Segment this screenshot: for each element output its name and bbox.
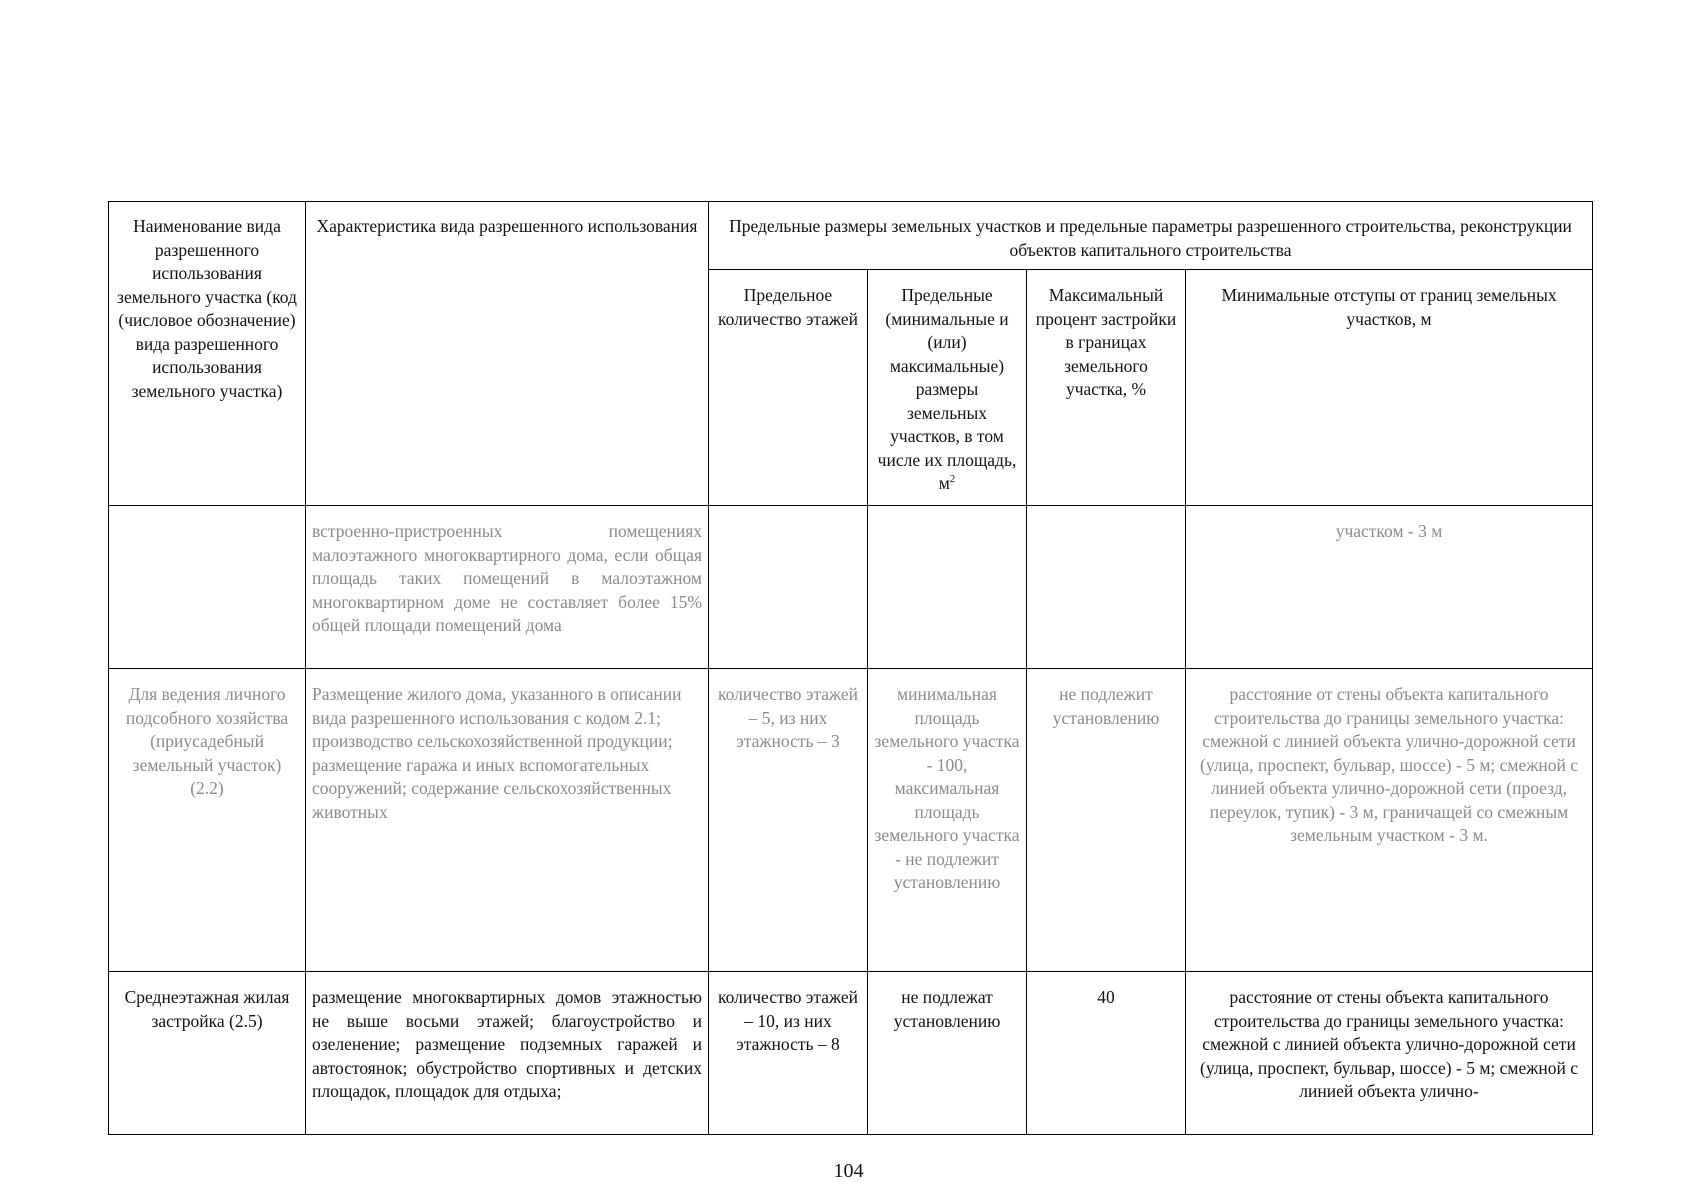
- cell-area: минимальная площадь земельного участка - 100, максимальная площадь земельного участка - не подлежит установлению: [868, 669, 1027, 972]
- cell-setbacks: расстояние от стены объекта капитального строительства до границы земельного участка: смежной с линией объекта улично-дорожной сети (улица, проспект, бульвар, шоссе) - 5 м; смежной с линией объекта улично-: [1186, 972, 1593, 1135]
- cell-description: встроенно-пристроенных помещениях малоэтажного многоквартирного дома, если общая площадь таких помещений в малоэтажном многоквартирном доме не составляет более 15% общей площади помещений дома: [306, 506, 709, 669]
- cell-name: Для ведения личного подсобного хозяйства (приусадебный земельный участок) (2.2): [109, 669, 306, 972]
- header-sub-percent: Максимальный процент застройки в границах земельного участка, %: [1027, 270, 1186, 506]
- header-sub-floors: Предельное количество этажей: [709, 270, 868, 506]
- header-col-name: Наименование вида разрешенного использования земельного участка (код (числовое обозначение) вида разрешенного использования земельного участка): [109, 202, 306, 506]
- table-row: [109, 972, 1593, 1135]
- regulations-table-container: [108, 201, 1593, 1135]
- cell-area: не подлежат установлению: [868, 972, 1027, 1135]
- cell-floors: количество этажей – 5, из них этажность – 3: [709, 669, 868, 972]
- header-sub-area-text: Предельные (минимальные и (или) максимальные) размеры земельных участков, в том числе их площадь, м: [877, 285, 1017, 493]
- cell-area: [868, 506, 1027, 669]
- cell-percent: [1027, 506, 1186, 669]
- header-sub-area: [868, 270, 1027, 506]
- cell-setbacks: расстояние от стены объекта капитального строительства до границы земельного участка: смежной с линией объекта улично-дорожной сети (улица, проспект, бульвар, шоссе) - 5 м; смежной с линией объекта улично-дорожной сети (проезд, переулок, тупик) - 3 м, граничащей со смежным земельным участком - 3 м.: [1186, 669, 1593, 972]
- header-col-limits: Предельные размеры земельных участков и предельные параметры разрешенного строительства, реконструкции объектов капитального строительства: [709, 202, 1593, 270]
- regulations-table: [108, 201, 1593, 1135]
- table-row: [109, 669, 1593, 972]
- page-number: 104: [833, 1160, 864, 1182]
- cell-setbacks: участком - 3 м: [1186, 506, 1593, 669]
- cell-name: Среднеэтажная жилая застройка (2.5): [109, 972, 306, 1135]
- header-row-top: [109, 202, 1593, 270]
- header-col-description: Характеристика вида разрешенного использования: [306, 202, 709, 506]
- cell-name: [109, 506, 306, 669]
- header-sub-area-superscript: 2: [949, 473, 956, 486]
- header-sub-setbacks: Минимальные отступы от границ земельных участков, м: [1186, 270, 1593, 506]
- cell-percent: не подлежит установлению: [1027, 669, 1186, 972]
- cell-description: Размещение жилого дома, указанного в описании вида разрешенного использования с кодом 2.1; производство сельскохозяйственной продукции; размещение гаража и иных вспомогательных сооружений; содержание сельскохозяйственных животных: [306, 669, 709, 972]
- cell-floors: [709, 506, 868, 669]
- cell-description: размещение многоквартирных домов этажностью не выше восьми этажей; благоустройство и озеленение; размещение подземных гаражей и автостоянок; обустройство спортивных и детских площадок, площадок для отдыха;: [306, 972, 709, 1135]
- cell-floors: количество этажей – 10, из них этажность – 8: [709, 972, 868, 1135]
- cell-percent: 40: [1027, 972, 1186, 1135]
- table-row: [109, 506, 1593, 669]
